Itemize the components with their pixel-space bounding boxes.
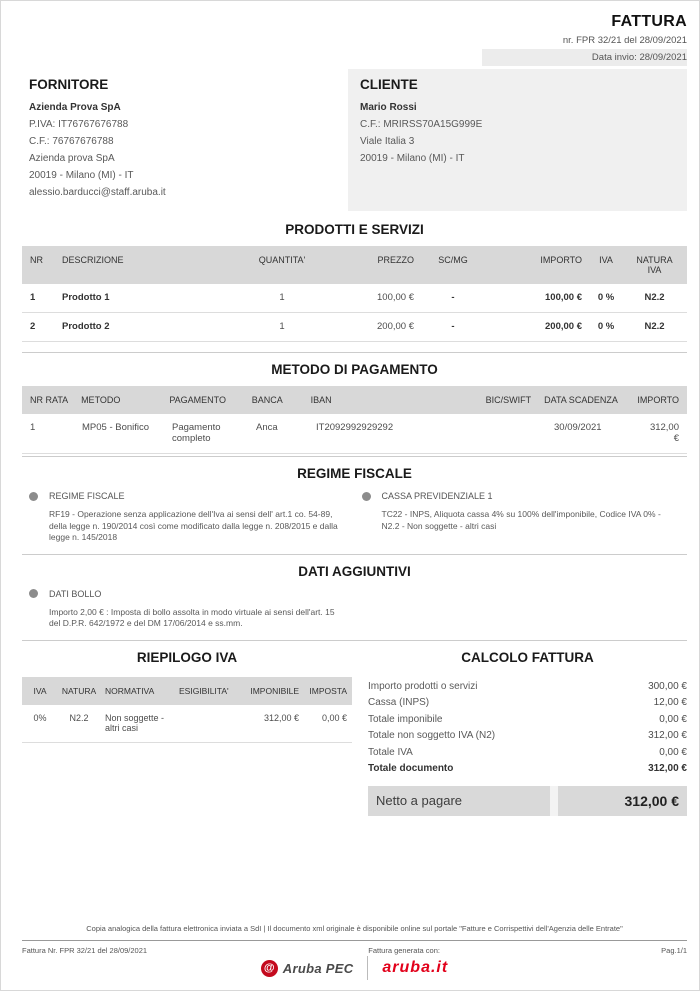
supplier-company: Azienda prova SpA	[29, 153, 115, 164]
cell-importo: 100,00 €	[545, 292, 582, 303]
aruba-it-logo: aruba.it	[382, 959, 449, 976]
col-importo: IMPORTO	[540, 255, 582, 265]
col-bic-swift: BIC/SWIFT	[485, 395, 532, 405]
footer-page-number: Pag.1/1	[661, 946, 687, 955]
footer-generated-with: Fattura generata con:	[368, 946, 440, 955]
cell-descrizione: Prodotto 1	[62, 292, 110, 303]
tax-regime-section-heading: REGIME FISCALE	[22, 456, 687, 481]
calc-row	[368, 695, 687, 712]
footer-logos	[22, 956, 687, 984]
net-bar-divider	[550, 786, 558, 816]
payment-table-header	[22, 386, 687, 414]
invoice-calc-heading: CALCOLO FATTURA	[461, 649, 594, 665]
calc-label: Cassa (INPS)	[368, 697, 430, 708]
cell-prezzo: 100,00 €	[377, 292, 414, 303]
dati-bollo-label: DATI BOLLO	[49, 588, 102, 599]
col-imposta: IMPOSTA	[309, 685, 347, 696]
cell-natura-iva: N2.2	[644, 292, 665, 303]
logo-divider	[367, 956, 368, 980]
cell-iva: 0 %	[597, 292, 615, 303]
cell-esigibilita	[176, 713, 240, 733]
cell-scmg: -	[451, 292, 455, 303]
vat-summary-column	[22, 650, 352, 816]
calc-row-total	[368, 761, 687, 778]
table-row	[22, 284, 687, 313]
cell-prezzo: 200,00 €	[377, 321, 414, 332]
cell-iva: 0%	[33, 712, 47, 723]
cell-natura-iva: N2.2	[644, 321, 665, 332]
calc-value: 12,00 €	[653, 697, 687, 708]
col-prezzo: PREZZO	[377, 255, 414, 265]
supplier-heading: FORNITORE	[29, 77, 109, 92]
net-to-pay-bar	[368, 786, 687, 816]
cell-nr: 2	[30, 321, 36, 332]
col-quantita: QUANTITA'	[258, 255, 306, 265]
calc-label: Totale non soggetto IVA (N2)	[368, 730, 496, 741]
col-scmg: SC/MG	[438, 255, 468, 265]
col-pagamento: PAGAMENTO	[169, 395, 227, 405]
bullet-icon	[362, 492, 371, 501]
calc-value: 312,00 €	[648, 730, 687, 741]
summary-section	[22, 640, 687, 816]
additional-data-section-heading: DATI AGGIUNTIVI	[22, 554, 687, 579]
cell-imposta: 0,00 €	[321, 712, 347, 723]
col-natura-iva: NATURA IVA	[636, 255, 673, 275]
customer-address-city: 20019 - Milano (MI) - IT	[360, 153, 465, 164]
col-descrizione: DESCRIZIONE	[62, 255, 124, 265]
supplier-block	[22, 69, 342, 211]
parties-section	[22, 69, 687, 211]
cell-imponibile: 312,00 €	[263, 712, 299, 723]
invoice-number-line: nr. FPR 32/21 del 28/09/2021	[562, 35, 687, 46]
aruba-pec-at-icon: @	[261, 960, 278, 977]
tax-regime-left	[22, 491, 355, 544]
net-to-pay-label: Netto a pagare	[376, 793, 463, 808]
products-section-heading: PRODOTTI E SERVIZI	[285, 222, 424, 237]
payment-section-heading: METODO DI PAGAMENTO	[22, 352, 687, 377]
col-data-scadenza: DATA SCADENZA	[544, 395, 618, 405]
customer-name: Mario Rossi	[360, 102, 417, 113]
cell-normativa: Non soggette - altri casi	[105, 712, 165, 733]
dati-bollo-block	[22, 589, 355, 630]
customer-block	[348, 69, 687, 211]
cell-natura: N2.2	[69, 712, 89, 723]
calc-value: 312,00 €	[648, 763, 687, 774]
col-banca: BANCA	[251, 395, 283, 405]
table-row	[22, 414, 687, 454]
calc-label: Totale IVA	[368, 746, 413, 758]
bullet-icon	[29, 492, 38, 501]
col-nr-rata: NR RATA	[30, 395, 69, 405]
cell-metodo: MP05 - Bonifico	[82, 422, 150, 433]
col-normativa: NORMATIVA	[105, 685, 155, 696]
document-footer	[22, 924, 687, 984]
col-iva: IVA	[33, 685, 47, 696]
footer-meta-row	[22, 941, 687, 955]
calc-row	[368, 679, 687, 696]
calc-row	[368, 728, 687, 745]
supplier-name: Azienda Prova SpA	[29, 102, 121, 113]
footer-notice: Copia analogica della fattura elettronica inviata a SdI | Il documento xml originale è disponibile online sul portale "Fatture e Corrispettivi dell'Agenzia delle Entrate"	[22, 924, 687, 941]
calc-value: 0,00 €	[659, 713, 687, 725]
col-importo: IMPORTO	[637, 395, 679, 405]
invoice-calc-column	[362, 650, 687, 816]
calc-row	[368, 712, 687, 729]
cell-descrizione: Prodotto 2	[62, 321, 110, 332]
col-iban: IBAN	[310, 395, 332, 405]
dati-bollo-text: Importo 2,00 € : Imposta di bollo assolta in modo virtuale ai sensi dell'art. 15 del D.P.R. 642/1972 e del DM 17/06/2014 e ss.mm.	[49, 606, 335, 628]
document-header	[1, 1, 699, 66]
cell-bic-swift	[478, 422, 544, 444]
products-table-header	[22, 246, 687, 284]
table-row	[22, 313, 687, 342]
payment-table	[22, 386, 687, 454]
aruba-pec-logo	[261, 960, 354, 977]
col-nr: NR	[30, 255, 43, 265]
send-date-line: Data invio: 28/09/2021	[482, 49, 687, 66]
cell-banca: Anca	[256, 422, 278, 433]
customer-address-street: Viale Italia 3	[360, 136, 415, 147]
calc-label: Totale imponibile	[368, 713, 443, 725]
supplier-email: alessio.barducci@staff.aruba.it	[29, 187, 166, 198]
products-table	[22, 246, 687, 342]
cell-quantita: 1	[279, 321, 285, 332]
calc-row	[368, 745, 687, 762]
bullet-icon	[29, 589, 38, 598]
customer-heading: CLIENTE	[360, 77, 418, 92]
net-to-pay-value: 312,00 €	[624, 792, 679, 809]
footer-invoice-ref: Fattura Nr. FPR 32/21 del 28/09/2021	[22, 946, 148, 955]
col-natura: NATURA	[61, 685, 97, 696]
page-title: FATTURA	[611, 13, 687, 30]
supplier-vat: P.IVA: IT76767676788	[29, 119, 129, 130]
col-metodo: METODO	[81, 395, 121, 405]
cassa-previdenziale-text: TC22 - INPS, Aliquota cassa 4% su 100% dell'imponibile, Codice IVA 0% - N2.2 - Non soggette - altri casi	[381, 509, 661, 531]
calc-value: 0,00 €	[659, 746, 687, 758]
cell-importo: 200,00 €	[545, 321, 582, 332]
cell-quantita: 1	[279, 292, 285, 303]
customer-fiscal-code: C.F.: MRIRSS70A15G999E	[360, 119, 483, 130]
cell-pagamento: Pagamento completo	[172, 422, 221, 444]
cell-scmg: -	[451, 321, 455, 332]
additional-data-section	[22, 583, 687, 640]
vat-summary-heading: RIEPILOGO IVA	[136, 649, 238, 665]
calc-value: 300,00 €	[648, 680, 687, 692]
cell-nr: 1	[30, 292, 36, 303]
tax-regime-right	[355, 491, 688, 544]
col-esigibilita: ESIGIBILITA'	[179, 685, 229, 696]
cell-iva: 0 %	[597, 321, 615, 332]
invoice-calc-rows	[368, 679, 687, 778]
calc-label: Totale documento	[368, 763, 454, 774]
cell-data-scadenza: 30/09/2021	[554, 422, 602, 433]
tax-regime-label: REGIME FISCALE	[49, 491, 125, 501]
tax-regime-section	[22, 485, 687, 554]
cassa-previdenziale-label: CASSA PREVIDENZIALE 1	[381, 491, 493, 501]
vat-summary-table-header	[22, 677, 352, 705]
aruba-pec-logo-text: Aruba PEC	[282, 960, 354, 976]
supplier-fiscal-code: C.F.: 76767676788	[29, 136, 114, 147]
cell-importo: 312,00 €	[649, 422, 679, 444]
vat-summary-table	[22, 677, 352, 743]
table-row	[22, 705, 352, 743]
calc-label: Importo prodotti o servizi	[368, 680, 478, 692]
col-iva: IVA	[599, 255, 613, 265]
cell-nr-rata: 1	[30, 422, 36, 433]
cell-iban: IT2092992929292	[316, 422, 394, 433]
supplier-address: 20019 - Milano (MI) - IT	[29, 170, 134, 181]
tax-regime-text: RF19 - Operazione senza applicazione dell'Iva ai sensi dell' art.1 co. 54-89, della legge n. 190/2014 così come modificato dalla legge n. 208/2015 e dalla legge n. 145/2018	[49, 509, 338, 542]
col-imponibile: IMPONIBILE	[250, 685, 299, 696]
